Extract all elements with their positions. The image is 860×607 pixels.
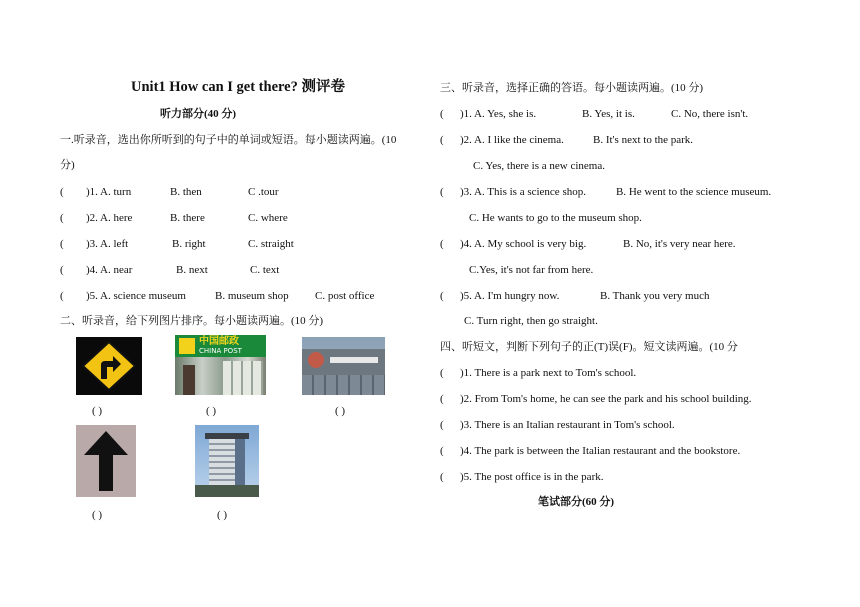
question-option-c: C. where bbox=[248, 212, 288, 224]
question-option-b: B. there bbox=[170, 212, 205, 224]
question-option-b: B. He went to the science museum. bbox=[616, 186, 772, 198]
question-option-a: )3. A. This is a science shop. bbox=[460, 186, 586, 198]
question-option-c: C. post office bbox=[315, 290, 375, 302]
question-option-a: )1. A. turn bbox=[86, 186, 132, 198]
question-option-b: B. Yes, it is. bbox=[582, 108, 635, 120]
answer-paren: ( bbox=[440, 186, 444, 198]
answer-paren: ( bbox=[440, 290, 444, 302]
china-post-image bbox=[175, 335, 266, 395]
question-option-a: )2. A. here bbox=[86, 212, 133, 224]
section1-title-cont: 分) bbox=[60, 159, 75, 171]
building-sign-image bbox=[302, 337, 385, 395]
answer-paren: ( bbox=[60, 238, 64, 250]
answer-paren: ( bbox=[60, 212, 64, 224]
question-option-c: C. Yes, there is a new cinema. bbox=[473, 160, 605, 172]
answer-paren: ( bbox=[60, 290, 64, 302]
answer-paren: ( bbox=[440, 367, 444, 379]
question-option-a: )1. A. Yes, she is. bbox=[460, 108, 537, 120]
question-option-c: C .tour bbox=[248, 186, 279, 198]
question-option-a: )4. A. near bbox=[86, 264, 133, 276]
order-blank: ( ) bbox=[335, 405, 346, 417]
order-blank: ( ) bbox=[92, 509, 103, 521]
answer-paren: ( bbox=[440, 108, 444, 120]
question-option-c: C. Turn right, then go straight. bbox=[464, 315, 598, 327]
written-header: 笔试部分(60 分) bbox=[538, 496, 615, 508]
china-post-sign-text: 中国邮政 bbox=[199, 336, 239, 347]
section4-title: 四、听短文，判断下列句子的正(T)误(F)。短文读两遍。(10 分 bbox=[440, 341, 738, 353]
statement-text: )5. The post office is in the park. bbox=[460, 471, 604, 483]
question-option-b: B. museum shop bbox=[215, 290, 289, 302]
answer-paren: ( bbox=[60, 186, 64, 198]
china-post-sign-text-en: CHINA POST bbox=[199, 347, 242, 355]
question-option-c: C. straight bbox=[248, 238, 294, 250]
question-option-b: B. It's next to the park. bbox=[593, 134, 694, 146]
section3-title: 三、听录音，选择正确的答语。每小题读两遍。(10 分) bbox=[440, 82, 704, 94]
answer-paren: ( bbox=[440, 419, 444, 431]
question-option-b: B. then bbox=[170, 186, 202, 198]
answer-paren: ( bbox=[440, 134, 444, 146]
answer-paren: ( bbox=[440, 445, 444, 457]
answer-paren: ( bbox=[440, 471, 444, 483]
question-option-b: B. No, it's very near here. bbox=[623, 238, 736, 250]
order-blank: ( ) bbox=[92, 405, 103, 417]
question-option-a: )4. A. My school is very big. bbox=[460, 238, 587, 250]
section1-title: 一.听录音，选出你所听到的句子中的单词或短语。每小题读两遍。(10 bbox=[60, 134, 397, 146]
answer-paren: ( bbox=[440, 238, 444, 250]
statement-text: )3. There is an Italian restaurant in Tom's school. bbox=[460, 419, 675, 431]
listening-header: 听力部分(40 分) bbox=[160, 108, 237, 120]
question-option-a: )3. A. left bbox=[86, 238, 129, 250]
turn-right-sign-image bbox=[76, 337, 142, 395]
tall-building-image bbox=[195, 425, 259, 497]
statement-text: )2. From Tom's home, he can see the park and his school building. bbox=[460, 393, 752, 405]
page-title: Unit1 How can I get there? 测评卷 bbox=[131, 79, 345, 95]
question-option-a: )5. A. science museum bbox=[86, 290, 186, 302]
order-blank: ( ) bbox=[206, 405, 217, 417]
question-option-a: )5. A. I'm hungry now. bbox=[460, 290, 560, 302]
answer-paren: ( bbox=[440, 393, 444, 405]
question-option-b: B. right bbox=[172, 238, 206, 250]
statement-text: )4. The park is between the Italian restaurant and the bookstore. bbox=[460, 445, 741, 457]
statement-text: )1. There is a park next to Tom's school. bbox=[460, 367, 637, 379]
go-straight-sign-image bbox=[76, 425, 136, 497]
question-option-c: C.Yes, it's not far from here. bbox=[469, 264, 594, 276]
question-option-c: C. text bbox=[250, 264, 280, 276]
question-option-a: )2. A. I like the cinema. bbox=[460, 134, 564, 146]
section2-title: 二、听录音，给下列图片排序。每小题读两遍。(10 分) bbox=[60, 315, 324, 327]
answer-paren: ( bbox=[60, 264, 64, 276]
question-option-b: B. next bbox=[176, 264, 208, 276]
order-blank: ( ) bbox=[217, 509, 228, 521]
question-option-b: B. Thank you very much bbox=[600, 290, 710, 302]
question-option-c: C. No, there isn't. bbox=[671, 108, 749, 120]
question-option-c: C. He wants to go to the museum shop. bbox=[469, 212, 642, 224]
